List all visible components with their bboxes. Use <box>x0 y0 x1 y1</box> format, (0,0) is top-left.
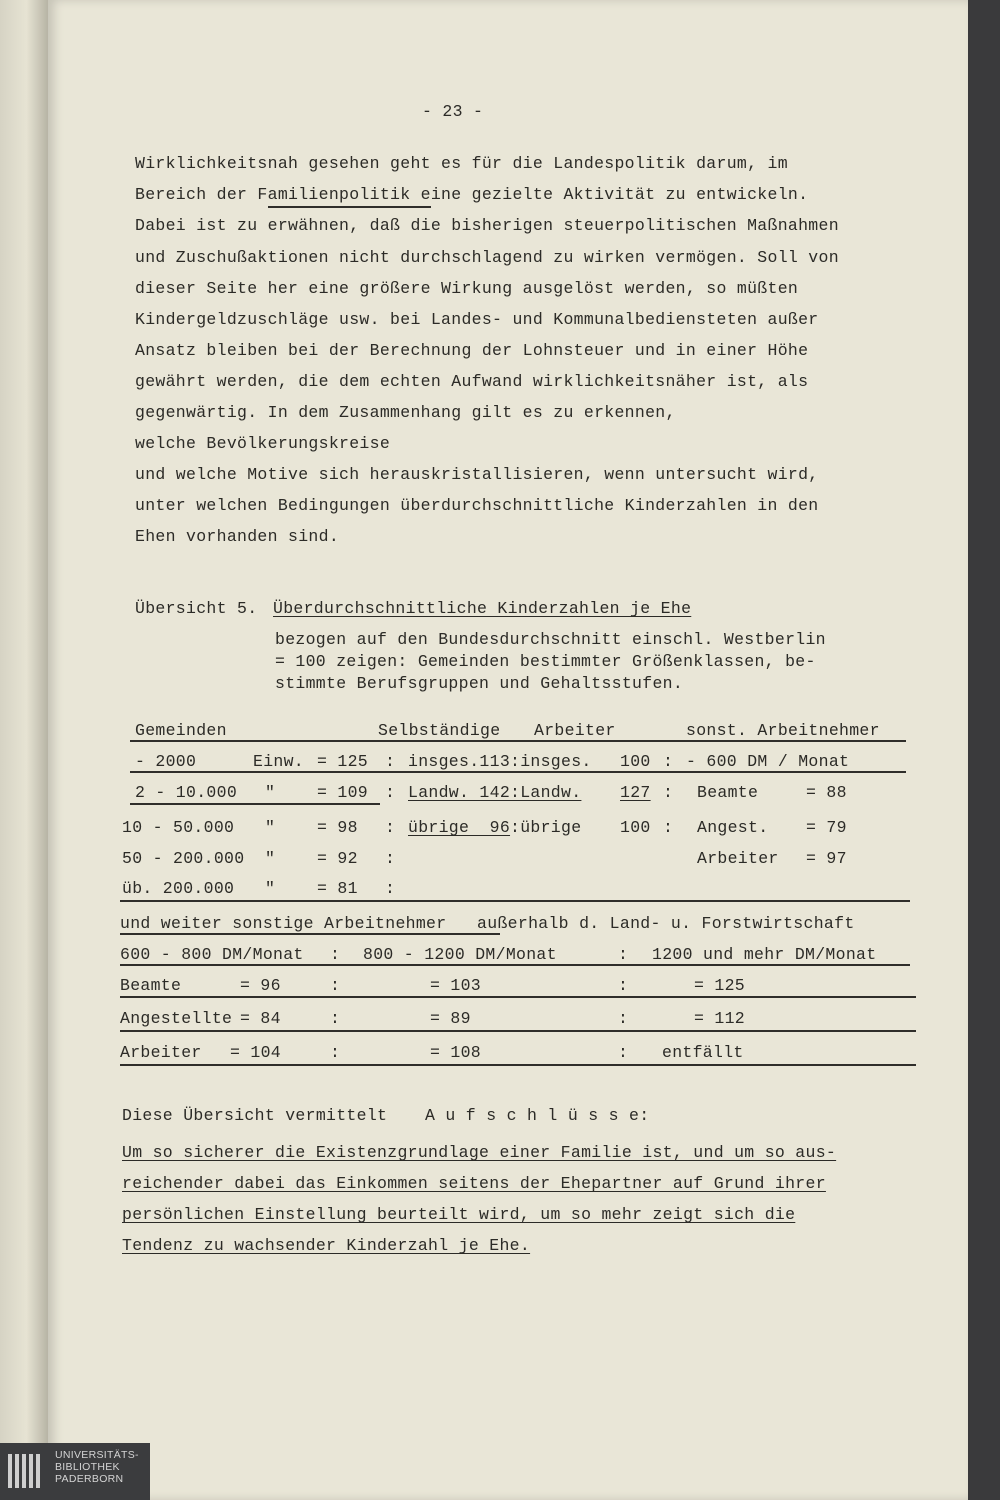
table-cell: :insges. <box>510 752 592 771</box>
table-cell: 2 - 10.000 <box>135 783 238 802</box>
conclusion-line: Tendenz zu wachsender Kinderzahl je Ehe. <box>122 1236 531 1255</box>
table-cell: : <box>663 818 674 837</box>
conclusion-keyword: A u f s c h l ü s s e: <box>425 1106 650 1125</box>
table-cell: : <box>385 752 396 771</box>
conclusion-line: Um so sicherer die Existenzgrundlage einer Familie ist, und um so aus- <box>122 1143 837 1162</box>
table-cell: Angest. <box>697 818 769 837</box>
table-cell: = 96 <box>240 976 281 995</box>
table-cell: " <box>265 783 276 802</box>
table-cell: = 79 <box>806 818 847 837</box>
body-line: dieser Seite her eine größere Wirkung ausgelöst werden, so müßten <box>135 279 799 298</box>
table-cell: - 2000 <box>135 752 197 771</box>
body-line: Ansatz bleiben bei der Berechnung der Lohnsteuer und in einer Höhe <box>135 341 809 360</box>
table1-rule <box>130 803 380 805</box>
table-cell: : <box>330 1009 341 1028</box>
table-cell: Landw. 142 <box>408 783 511 802</box>
table-cell: Beamte <box>697 783 759 802</box>
table1-rule <box>120 900 910 902</box>
table-cell: 10 - 50.000 <box>122 818 235 837</box>
table-cell: - 600 DM / Monat <box>686 752 850 771</box>
table-cell: 127 <box>620 783 651 802</box>
table2-header: 800 - 1200 DM/Monat <box>363 945 557 964</box>
table-cell: " <box>265 849 276 868</box>
table1-rule <box>130 740 906 742</box>
table2-header: 600 - 800 DM/Monat <box>120 945 304 964</box>
table-cell: = 109 <box>317 783 369 802</box>
table-cell: Beamte <box>120 976 182 995</box>
table1-rule <box>130 771 906 773</box>
table2-rule <box>120 1030 916 1032</box>
body-line: gegenwärtig. In dem Zusammenhang gilt es zu erkennen, <box>135 403 676 422</box>
logo-line: PADERBORN <box>55 1473 124 1485</box>
table-cell: : <box>618 976 629 995</box>
table-cell: 100 <box>620 752 651 771</box>
table-cell: :übrige <box>510 818 582 837</box>
table-cell: entfällt <box>662 1043 744 1062</box>
page-number: - 23 - <box>422 102 484 121</box>
table-cell: = 88 <box>806 783 847 802</box>
table-cell: = 97 <box>806 849 847 868</box>
book-binding <box>0 0 48 1500</box>
table-cell: : <box>330 976 341 995</box>
table-cell: : <box>385 849 396 868</box>
table-cell: " <box>265 818 276 837</box>
table-cell: übrige 96 <box>408 818 511 837</box>
table-cell: = 92 <box>317 849 358 868</box>
table-cell: Arbeiter <box>697 849 779 868</box>
table1-header: sonst. Arbeitnehmer <box>686 721 880 740</box>
table-cell: = 125 <box>317 752 369 771</box>
table-cell: :Landw. <box>510 783 582 802</box>
table-cell: 100 <box>620 818 651 837</box>
body-line: Kindergeldzuschläge usw. bei Landes- und Kommunalbediensteten außer <box>135 310 819 329</box>
table-cell: = 108 <box>430 1043 482 1062</box>
table1-header: Selbständige <box>378 721 501 740</box>
table-cell: insges.113 <box>408 752 511 771</box>
overview-label: Übersicht 5. <box>135 599 258 618</box>
table2-header: : <box>618 945 629 964</box>
overview-title: Überdurchschnittliche Kinderzahlen je Ehe <box>273 599 692 618</box>
body-line: Wirklichkeitsnah gesehen geht es für die Landespolitik darum, im <box>135 154 788 173</box>
body-line: Ehen vorhanden sind. <box>135 527 340 546</box>
overview-subtitle: = 100 zeigen: Gemeinden bestimmter Größenklassen, be- <box>275 652 816 671</box>
table2-header: : <box>330 945 341 964</box>
body-line: und Zuschußaktionen nicht durchschlagend zu wirken vermögen. Soll von <box>135 248 839 267</box>
table-cell: : <box>663 783 674 802</box>
table-cell: = 125 <box>694 976 746 995</box>
table-cell: = 98 <box>317 818 358 837</box>
table-cell: " <box>265 879 276 898</box>
table-cell: = 89 <box>430 1009 471 1028</box>
conclusion-line: reichender dabei das Einkommen seitens der Ehepartner auf Grund ihrer <box>122 1174 826 1193</box>
table-cell: : <box>385 783 396 802</box>
table2-header: 1200 und mehr DM/Monat <box>652 945 877 964</box>
body-line: gewährt werden, die dem echten Aufwand wirklichkeitsnäher ist, als <box>135 372 809 391</box>
conclusion-line: persönlichen Einstellung beurteilt wird, um so mehr zeigt sich die <box>122 1205 796 1224</box>
conclusion-intro: Diese Übersicht vermittelt <box>122 1106 388 1125</box>
table-cell: : <box>385 879 396 898</box>
table-cell: = 84 <box>240 1009 281 1028</box>
scan-edge <box>968 0 1000 1500</box>
overview-subtitle: bezogen auf den Bundesdurchschnitt einschl. Westberlin <box>275 630 826 649</box>
table-cell: : <box>385 818 396 837</box>
table-cell: = 112 <box>694 1009 746 1028</box>
table-cell: = 104 <box>230 1043 282 1062</box>
body-line: welche Bevölkerungskreise <box>135 434 391 453</box>
logo-line: BIBLIOTHEK <box>55 1461 120 1473</box>
table-cell: Arbeiter <box>120 1043 202 1062</box>
body-line: unter welchen Bedingungen überdurchschnittliche Kinderzahlen in den <box>135 496 819 515</box>
table1-header: Gemeinden <box>135 721 227 740</box>
table2-rule <box>120 933 500 935</box>
table2-rule <box>120 996 916 998</box>
table2-rule <box>120 964 910 966</box>
body-line: und welche Motive sich herauskristallisieren, wenn untersucht wird, <box>135 465 819 484</box>
table-cell: : <box>618 1009 629 1028</box>
table2-title: und weiter sonstige Arbeitnehmer außerhalb d. Land- u. Forstwirtschaft <box>120 914 855 933</box>
table-cell: : <box>330 1043 341 1062</box>
table1-header: Arbeiter <box>534 721 616 740</box>
familienpolitik-underline <box>268 206 431 208</box>
table-cell: : <box>663 752 674 771</box>
table-cell: : <box>618 1043 629 1062</box>
body-line: Bereich der Familienpolitik eine gezielte Aktivität zu entwickeln. <box>135 185 809 204</box>
table-cell: = 103 <box>430 976 482 995</box>
library-logo-icon <box>6 1451 46 1491</box>
overview-subtitle: stimmte Berufsgruppen und Gehaltsstufen. <box>275 674 684 693</box>
table-cell: = 81 <box>317 879 358 898</box>
library-logo <box>0 1443 150 1500</box>
table-cell: 50 - 200.000 <box>122 849 245 868</box>
body-line: Dabei ist zu erwähnen, daß die bisherigen steuerpolitischen Maßnahmen <box>135 216 839 235</box>
table2-rule <box>120 1064 916 1066</box>
table-cell: üb. 200.000 <box>122 879 235 898</box>
table-cell: Angestellte <box>120 1009 233 1028</box>
logo-line: UNIVERSITÄTS- <box>55 1449 139 1461</box>
table-cell: Einw. <box>253 752 305 771</box>
